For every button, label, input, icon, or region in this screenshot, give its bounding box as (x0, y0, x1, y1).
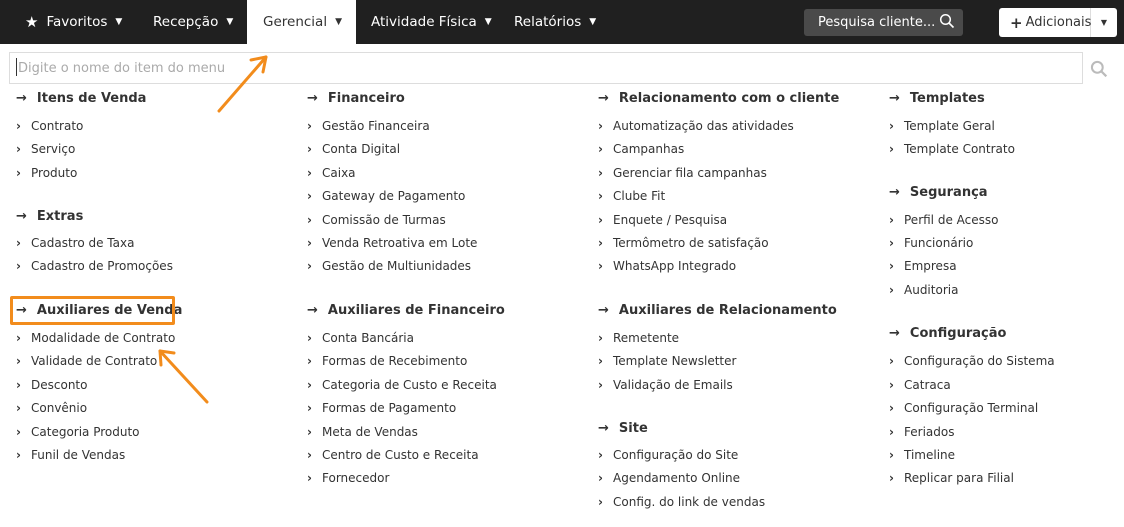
chevron-down-icon: ▼ (335, 17, 343, 27)
menu-item-template-contrato[interactable] (889, 142, 1015, 156)
section-title: Configuração (909, 326, 1007, 341)
chevron-right-icon: › (16, 425, 21, 439)
chevron-right-icon: › (598, 471, 603, 485)
arrow-right-icon: → (307, 303, 318, 318)
menu-item-comissao-de-turmas[interactable] (307, 213, 446, 227)
chevron-right-icon: › (16, 166, 21, 180)
chevron-right-icon: › (307, 142, 312, 156)
chevron-right-icon: › (16, 448, 21, 462)
menu-item-template-geral[interactable] (889, 119, 995, 133)
menu-item-label: Fornecedor (322, 471, 390, 485)
menu-item-desconto[interactable] (16, 378, 87, 392)
nav-favoritos-label: Favoritos (46, 14, 108, 30)
menu-item-label: Conta Bancária (322, 331, 414, 345)
menu-item-remetente[interactable] (598, 331, 679, 345)
menu-item-label: WhatsApp Integrado (613, 259, 737, 273)
menu-item-label: Venda Retroativa em Lote (322, 236, 478, 250)
menu-item-catraca[interactable] (889, 378, 951, 392)
annotation-arrow-modalidade (160, 351, 207, 402)
chevron-right-icon: › (598, 331, 603, 345)
menu-item-formas-de-pagamento[interactable] (307, 401, 456, 415)
menu-item-empresa[interactable] (889, 259, 957, 273)
chevron-right-icon: › (598, 378, 603, 392)
section-title: Segurança (909, 185, 988, 200)
star-icon: ★ (25, 13, 39, 31)
chevron-right-icon: › (889, 448, 894, 462)
menu-item-label: Serviço (31, 142, 76, 156)
menu-item-agendamento-online[interactable] (598, 471, 740, 485)
chevron-right-icon: › (889, 213, 894, 227)
section-itens-de-venda (16, 91, 146, 106)
menu-item-label: Produto (31, 166, 78, 180)
section-title: Site (618, 421, 648, 436)
menu-item-clube-fit[interactable] (598, 189, 665, 203)
chevron-right-icon: › (598, 142, 603, 156)
menu-item-label: Gerenciar fila campanhas (613, 166, 767, 180)
adicionais-button[interactable] (999, 8, 1117, 37)
chevron-right-icon: › (598, 236, 603, 250)
chevron-right-icon: › (598, 166, 603, 180)
section-templates (889, 91, 985, 106)
menu-item-campanhas[interactable] (598, 142, 684, 156)
menu-item-label: Meta de Vendas (322, 425, 418, 439)
menu-item-validade-de-contrato[interactable] (16, 354, 157, 368)
menu-item-label: Desconto (31, 378, 88, 392)
menu-item-label: Conta Digital (322, 142, 401, 156)
menu-item-centro-de-custo[interactable] (307, 448, 479, 462)
chevron-right-icon: › (598, 213, 603, 227)
chevron-right-icon: › (16, 331, 21, 345)
chevron-right-icon: › (307, 378, 312, 392)
section-financeiro (307, 91, 405, 106)
menu-item-label: Categoria Produto (31, 425, 140, 439)
menu-item-servico[interactable] (16, 142, 75, 156)
chevron-right-icon: › (889, 119, 894, 133)
menu-item-label: Centro de Custo e Receita (322, 448, 479, 462)
chevron-down-icon: ▼ (226, 17, 234, 27)
menu-item-venda-retroativa[interactable] (307, 236, 477, 250)
menu-item-label: Enquete / Pesquisa (613, 213, 728, 227)
chevron-right-icon: › (889, 401, 894, 415)
chevron-right-icon: › (16, 259, 21, 273)
adicionais-label: Adicionais (1025, 15, 1092, 30)
menu-item-convenio[interactable] (16, 401, 87, 415)
chevron-right-icon: › (598, 354, 603, 368)
chevron-right-icon: › (889, 471, 894, 485)
nav-gerencial-label: Gerencial (263, 14, 328, 30)
menu-item-fornecedor[interactable] (307, 471, 389, 485)
top-navigation-bar (0, 0, 1124, 44)
menu-item-label: Caixa (322, 166, 356, 180)
nav-relatorios[interactable] (514, 0, 596, 44)
menu-item-config-link-vendas[interactable] (598, 495, 765, 509)
menu-item-label: Config. do link de vendas (613, 495, 766, 509)
menu-item-label: Template Geral (904, 119, 995, 133)
arrow-right-icon: → (889, 91, 900, 106)
chevron-right-icon: › (598, 448, 603, 462)
chevron-right-icon: › (598, 495, 603, 509)
menu-item-label: Gateway de Pagamento (322, 189, 466, 203)
menu-item-label: Funcionário (904, 236, 974, 250)
menu-item-label: Formas de Pagamento (322, 401, 457, 415)
chevron-right-icon: › (889, 259, 894, 273)
menu-item-gestao-de-multiunidades[interactable] (307, 259, 471, 273)
menu-item-funil-de-vendas[interactable] (16, 448, 125, 462)
annotation-highlight-box (10, 296, 175, 325)
arrow-right-icon: → (16, 209, 27, 224)
menu-item-label: Formas de Recebimento (322, 354, 468, 368)
menu-item-label: Template Newsletter (613, 354, 737, 368)
menu-item-conta-digital[interactable] (307, 142, 400, 156)
chevron-right-icon: › (598, 119, 603, 133)
menu-item-modalidade-de-contrato[interactable] (16, 331, 175, 345)
menu-item-label: Modalidade de Contrato (31, 331, 176, 345)
menu-item-label: Feriados (904, 425, 955, 439)
menu-item-termometro[interactable] (598, 236, 769, 250)
chevron-right-icon: › (889, 354, 894, 368)
section-title: Templates (909, 91, 985, 106)
chevron-down-icon: ▼ (115, 17, 123, 27)
menu-item-gestao-financeira[interactable] (307, 119, 430, 133)
menu-item-label: Convênio (31, 401, 88, 415)
chevron-right-icon: › (889, 236, 894, 250)
caret-down-icon[interactable]: ▼ (1100, 18, 1108, 27)
menu-item-label: Validade de Contrato (31, 354, 158, 368)
menu-item-feriados[interactable] (889, 425, 954, 439)
menu-item-label: Replicar para Filial (904, 471, 1014, 485)
menu-item-meta-de-vendas[interactable] (307, 425, 418, 439)
nav-atividade-fisica[interactable] (371, 0, 492, 44)
adicionais-main[interactable] (999, 8, 1091, 37)
menu-item-label: Agendamento Online (613, 471, 741, 485)
arrow-right-icon: → (307, 91, 318, 106)
menu-item-label: Remetente (613, 331, 680, 345)
chevron-right-icon: › (307, 448, 312, 462)
menu-item-configuracao-terminal[interactable] (889, 401, 1038, 415)
text-cursor (16, 58, 17, 76)
arrow-right-icon: → (889, 326, 900, 341)
chevron-right-icon: › (307, 401, 312, 415)
search-icon[interactable] (939, 13, 955, 29)
menu-item-validacao-de-emails[interactable] (598, 378, 733, 392)
menu-item-cadastro-de-taxa[interactable] (16, 236, 134, 250)
chevron-down-icon: ▼ (484, 17, 492, 27)
chevron-right-icon: › (889, 283, 894, 297)
menu-item-label: Template Contrato (904, 142, 1015, 156)
annotation-arrowhead-modalidade (160, 351, 174, 365)
section-auxiliares-de-financeiro (307, 303, 505, 318)
section-title: Relacionamento com o cliente (618, 91, 840, 106)
arrow-right-icon: → (598, 303, 609, 318)
section-extras (16, 209, 83, 224)
menu-item-cadastro-de-promocoes[interactable] (16, 259, 173, 273)
arrow-right-icon: → (16, 303, 27, 318)
menu-item-whatsapp[interactable] (598, 259, 736, 273)
chevron-right-icon: › (889, 425, 894, 439)
chevron-right-icon: › (16, 354, 21, 368)
nav-recepcao-label: Recepção (153, 14, 219, 30)
chevron-right-icon: › (307, 119, 312, 133)
menu-item-label: Cadastro de Taxa (31, 236, 135, 250)
chevron-right-icon: › (889, 378, 894, 392)
chevron-right-icon: › (16, 401, 21, 415)
menu-item-categoria-produto[interactable] (16, 425, 140, 439)
menu-item-label: Configuração Terminal (904, 401, 1039, 415)
client-search-placeholder: Pesquisa cliente... (818, 15, 936, 30)
menu-item-label: Categoria de Custo e Receita (322, 378, 497, 392)
menu-item-automatizacao[interactable] (598, 119, 794, 133)
menu-item-label: Empresa (904, 259, 957, 273)
chevron-right-icon: › (307, 331, 312, 345)
menu-item-enquete[interactable] (598, 213, 727, 227)
menu-item-produto[interactable] (16, 166, 77, 180)
menu-item-configuracao-do-site[interactable] (598, 448, 738, 462)
arrow-right-icon: → (598, 91, 609, 106)
section-title: Auxiliares de Relacionamento (618, 303, 837, 318)
arrow-right-icon: → (598, 421, 609, 436)
section-configuracao (889, 326, 1006, 341)
section-title: Financeiro (327, 91, 405, 106)
menu-item-conta-bancaria[interactable] (307, 331, 414, 345)
menu-item-label: Campanhas (613, 142, 685, 156)
menu-item-label: Timeline (904, 448, 956, 462)
menu-item-label: Clube Fit (613, 189, 666, 203)
chevron-right-icon: › (16, 142, 21, 156)
section-seguranca (889, 185, 988, 200)
section-title: Auxiliares de Venda (36, 303, 183, 318)
client-search-input[interactable] (804, 9, 963, 36)
menu-item-formas-de-recebimento[interactable] (307, 354, 467, 368)
arrow-right-icon: → (889, 185, 900, 200)
nav-recepcao[interactable] (153, 0, 233, 44)
menu-item-perfil-de-acesso[interactable] (889, 213, 998, 227)
menu-item-configuracao-do-sistema[interactable] (889, 354, 1055, 368)
search-icon[interactable] (1090, 60, 1108, 78)
menu-item-label: Gestão Financeira (322, 119, 430, 133)
section-title: Extras (36, 209, 84, 224)
menu-item-label: Auditoria (904, 283, 959, 297)
menu-item-label: Configuração do Site (613, 448, 739, 462)
section-site (598, 421, 648, 436)
menu-item-caixa[interactable] (307, 166, 356, 180)
menu-item-label: Termômetro de satisfação (613, 236, 769, 250)
nav-gerencial[interactable] (247, 0, 356, 44)
nav-favoritos[interactable] (25, 0, 122, 44)
nav-atividade-label: Atividade Física (371, 14, 477, 30)
chevron-right-icon: › (598, 259, 603, 273)
section-title: Auxiliares de Financeiro (327, 303, 505, 318)
menu-item-label: Funil de Vendas (31, 448, 126, 462)
menu-item-gerenciar-fila[interactable] (598, 166, 767, 180)
menu-item-label: Catraca (904, 378, 951, 392)
menu-item-auditoria[interactable] (889, 283, 958, 297)
menu-item-gateway-de-pagamento[interactable] (307, 189, 465, 203)
menu-item-label: Automatização das atividades (613, 119, 794, 133)
chevron-right-icon: › (307, 471, 312, 485)
chevron-right-icon: › (307, 166, 312, 180)
chevron-right-icon: › (16, 236, 21, 250)
chevron-right-icon: › (307, 236, 312, 250)
chevron-right-icon: › (307, 189, 312, 203)
menu-item-label: Perfil de Acesso (904, 213, 999, 227)
arrow-right-icon: → (16, 91, 27, 106)
section-title: Itens de Venda (36, 91, 147, 106)
menu-filter-input[interactable] (9, 52, 1083, 84)
menu-item-categoria-de-custo[interactable] (307, 378, 497, 392)
menu-item-label: Gestão de Multiunidades (322, 259, 472, 273)
section-relacionamento (598, 91, 839, 106)
chevron-right-icon: › (307, 425, 312, 439)
plus-icon: + (1010, 13, 1023, 32)
chevron-right-icon: › (307, 259, 312, 273)
chevron-right-icon: › (16, 378, 21, 392)
menu-item-label: Cadastro de Promoções (31, 259, 173, 273)
menu-item-label: Comissão de Turmas (322, 213, 446, 227)
section-auxiliares-de-relacionamento (598, 303, 837, 318)
menu-item-funcionario[interactable] (889, 236, 973, 250)
chevron-right-icon: › (307, 213, 312, 227)
menu-item-timeline[interactable] (889, 448, 955, 462)
nav-relatorios-label: Relatórios (514, 14, 582, 30)
chevron-down-icon: ▼ (589, 17, 597, 27)
chevron-right-icon: › (598, 189, 603, 203)
menu-item-label: Contrato (31, 119, 84, 133)
menu-item-contrato[interactable] (16, 119, 83, 133)
chevron-right-icon: › (307, 354, 312, 368)
chevron-right-icon: › (889, 142, 894, 156)
menu-item-label: Configuração do Sistema (904, 354, 1055, 368)
menu-item-label: Validação de Emails (613, 378, 733, 392)
menu-item-replicar-para-filial[interactable] (889, 471, 1014, 485)
menu-item-template-newsletter[interactable] (598, 354, 736, 368)
chevron-right-icon: › (16, 119, 21, 133)
